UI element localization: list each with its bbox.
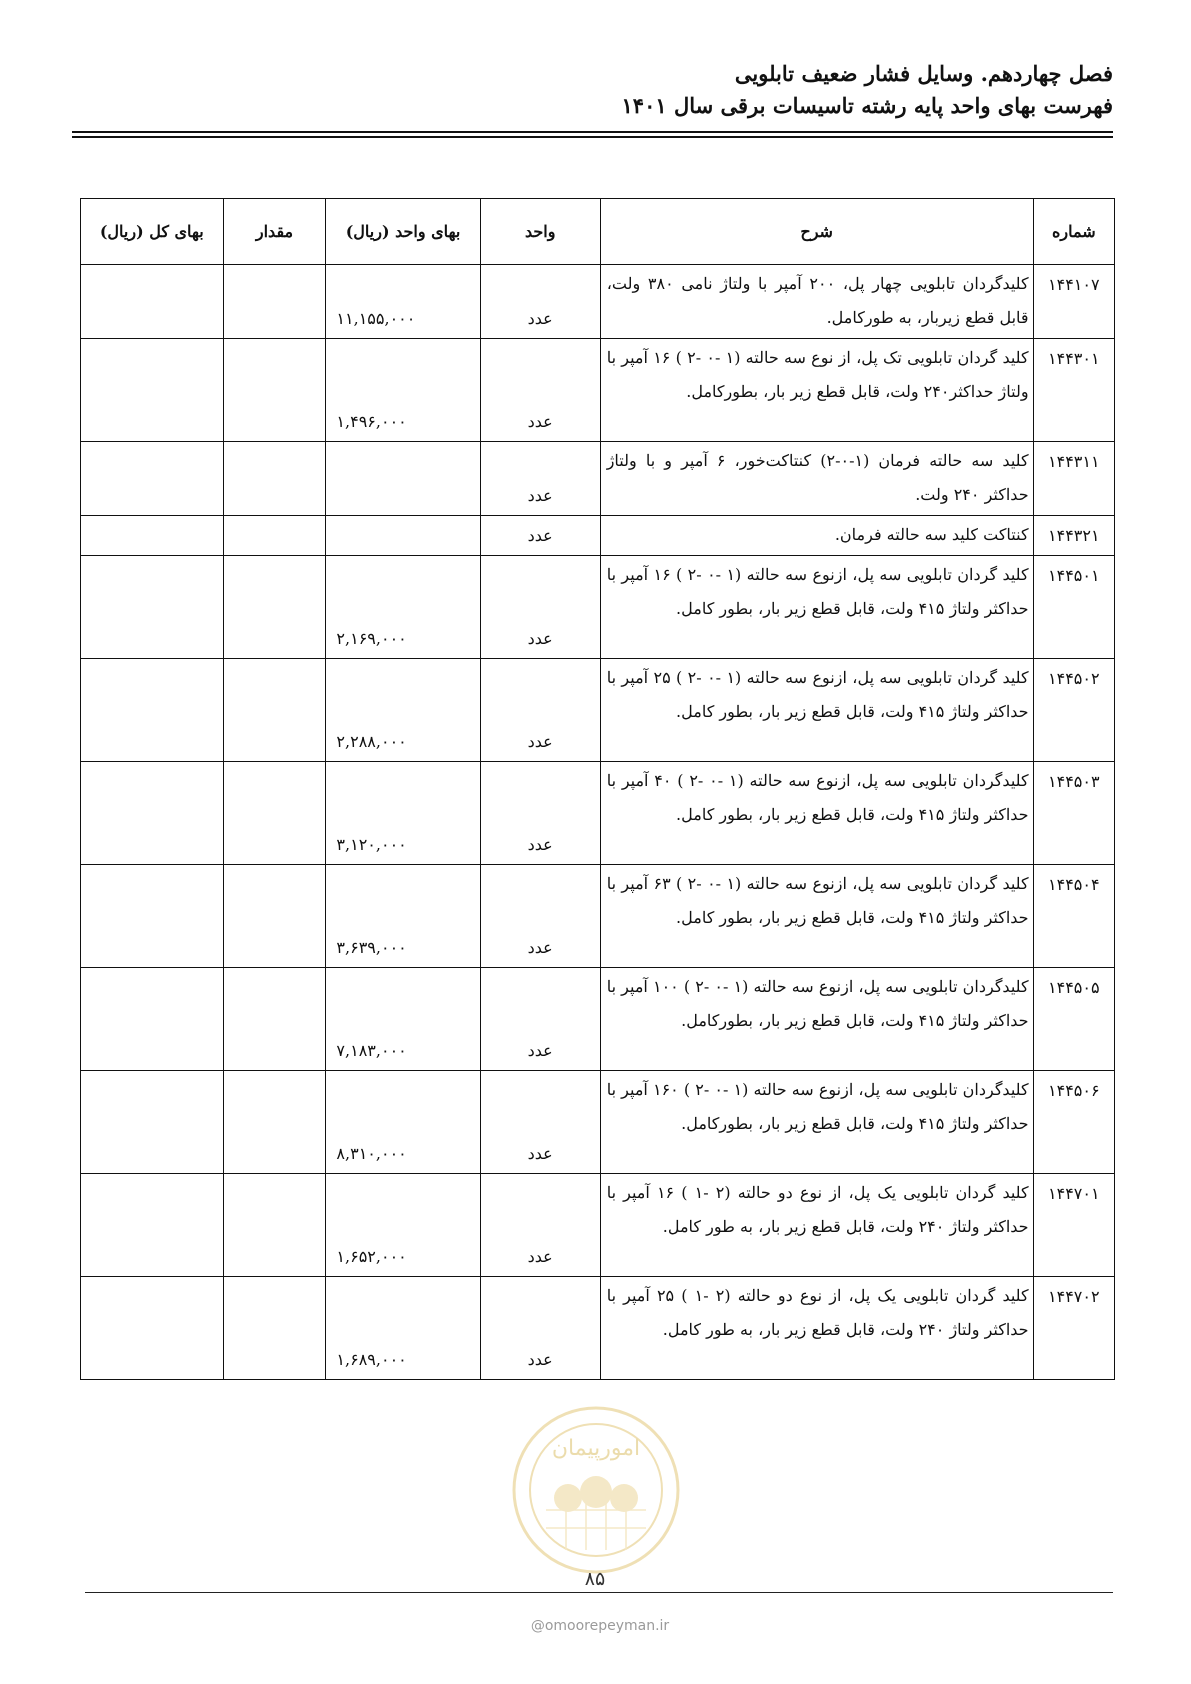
table-row bbox=[81, 265, 1115, 339]
row-unit-price bbox=[326, 516, 480, 556]
row-unit: عدد bbox=[480, 1174, 600, 1277]
row-total-price bbox=[81, 1277, 224, 1380]
row-quantity bbox=[223, 865, 326, 968]
header-rule-thick bbox=[72, 131, 1113, 133]
page-header bbox=[63, 58, 1113, 122]
row-description: کلیدگردان تابلویی سه پل، ازنوع سه حالته (۱ -۰ -۲ ) ۴۰ آمپر با حداکثر ولتاژ ۴۱۵ ولت، قابل قطع زیر بار، بطور کامل. bbox=[600, 762, 1033, 865]
row-unit: عدد bbox=[480, 762, 600, 865]
row-description: کنتاکت کلید سه حالته فرمان. bbox=[600, 516, 1033, 556]
row-quantity bbox=[223, 1174, 326, 1277]
row-description: کلید گردان تابلویی یک پل، از نوع دو حالته (۲ -۱ ) ۱۶ آمپر با حداکثر ولتاژ ۲۴۰ ولت، قابل قطع زیر بار، به طور کامل. bbox=[600, 1174, 1033, 1277]
table-body bbox=[81, 265, 1115, 1380]
row-code: ۱۴۴۵۰۲ bbox=[1033, 659, 1114, 762]
col-header-unit: واحد bbox=[480, 199, 600, 265]
table-row bbox=[81, 762, 1115, 865]
row-quantity bbox=[223, 762, 326, 865]
row-total-price bbox=[81, 1174, 224, 1277]
col-header-total-price: بهای کل (ریال) bbox=[81, 199, 224, 265]
row-description: کلید گردان تابلویی سه پل، ازنوع سه حالته (۱ -۰ -۲ ) ۲۵ آمپر با حداکثر ولتاژ ۴۱۵ ولت، قابل قطع زیر بار، بطور کامل. bbox=[600, 659, 1033, 762]
row-description: کلید گردان تابلویی یک پل، از نوع دو حالته (۲ -۱ ) ۲۵ آمپر با حداکثر ولتاژ ۲۴۰ ولت، قابل قطع زیر بار، به طور کامل. bbox=[600, 1277, 1033, 1380]
row-quantity bbox=[223, 339, 326, 442]
watermark-seal bbox=[506, 1400, 686, 1580]
row-description: کلید سه حالته فرمان (۱-۰-۲) کنتاکت‌خور، ۶ آمپر و با ولتاژ حداکثر ۲۴۰ ولت. bbox=[600, 442, 1033, 516]
col-header-code: شماره bbox=[1033, 199, 1114, 265]
row-unit: عدد bbox=[480, 265, 600, 339]
row-quantity bbox=[223, 442, 326, 516]
row-quantity bbox=[223, 659, 326, 762]
row-quantity bbox=[223, 1071, 326, 1174]
row-code: ۱۴۴۳۰۱ bbox=[1033, 339, 1114, 442]
row-code: ۱۴۴۳۲۱ bbox=[1033, 516, 1114, 556]
footer-rule bbox=[85, 1592, 1113, 1593]
row-unit-price: ۳,۶۳۹,۰۰۰ bbox=[326, 865, 480, 968]
table-header-row bbox=[81, 199, 1115, 265]
row-total-price bbox=[81, 762, 224, 865]
row-total-price bbox=[81, 516, 224, 556]
row-unit-price: ۲,۲۸۸,۰۰۰ bbox=[326, 659, 480, 762]
row-unit: عدد bbox=[480, 556, 600, 659]
row-unit-price: ۷,۱۸۳,۰۰۰ bbox=[326, 968, 480, 1071]
row-quantity bbox=[223, 556, 326, 659]
table-row bbox=[81, 516, 1115, 556]
row-description: کلیدگردان تابلویی سه پل، ازنوع سه حالته (۱ -۰ -۲ ) ۱۰۰ آمپر با حداکثر ولتاژ ۴۱۵ ولت، قابل قطع زیر بار، بطورکامل. bbox=[600, 968, 1033, 1071]
seal-text: امورپیمان bbox=[551, 1436, 641, 1461]
table-row bbox=[81, 1174, 1115, 1277]
row-code: ۱۴۴۵۰۴ bbox=[1033, 865, 1114, 968]
row-code: ۱۴۴۳۱۱ bbox=[1033, 442, 1114, 516]
row-unit: عدد bbox=[480, 659, 600, 762]
table-row bbox=[81, 1277, 1115, 1380]
row-quantity bbox=[223, 1277, 326, 1380]
row-unit: عدد bbox=[480, 968, 600, 1071]
table-row bbox=[81, 442, 1115, 516]
row-code: ۱۴۴۵۰۱ bbox=[1033, 556, 1114, 659]
row-unit: عدد bbox=[480, 339, 600, 442]
row-total-price bbox=[81, 556, 224, 659]
row-description: کلید گردان تابلویی سه پل، ازنوع سه حالته (۱ -۰ -۲ ) ۶۳ آمپر با حداکثر ولتاژ ۴۱۵ ولت، قابل قطع زیر بار، بطور کامل. bbox=[600, 865, 1033, 968]
row-description: کلیدگردان تابلویی سه پل، ازنوع سه حالته (۱ -۰ -۲ ) ۱۶۰ آمپر با حداکثر ولتاژ ۴۱۵ ولت، قابل قطع زیر بار، بطورکامل. bbox=[600, 1071, 1033, 1174]
row-unit-price: ۱,۴۹۶,۰۰۰ bbox=[326, 339, 480, 442]
row-unit-price: ۸,۳۱۰,۰۰۰ bbox=[326, 1071, 480, 1174]
price-table bbox=[80, 198, 1115, 1380]
row-unit: عدد bbox=[480, 865, 600, 968]
row-total-price bbox=[81, 442, 224, 516]
row-unit-price bbox=[326, 442, 480, 516]
table-row bbox=[81, 968, 1115, 1071]
row-unit-price: ۳,۱۲۰,۰۰۰ bbox=[326, 762, 480, 865]
chapter-title: فصل چهاردهم. وسایل فشار ضعیف تابلویی bbox=[734, 61, 1113, 86]
col-header-quantity: مقدار bbox=[223, 199, 326, 265]
table-row bbox=[81, 1071, 1115, 1174]
row-quantity bbox=[223, 968, 326, 1071]
page-number: ۸۵ bbox=[584, 1568, 606, 1590]
watermark-site: @omoorepeyman.ir bbox=[530, 1618, 670, 1634]
row-quantity bbox=[223, 265, 326, 339]
row-code: ۱۴۴۷۰۲ bbox=[1033, 1277, 1114, 1380]
row-code: ۱۴۴۵۰۶ bbox=[1033, 1071, 1114, 1174]
row-unit: عدد bbox=[480, 516, 600, 556]
table-row bbox=[81, 339, 1115, 442]
row-total-price bbox=[81, 1071, 224, 1174]
row-unit-price: ۱۱,۱۵۵,۰۰۰ bbox=[326, 265, 480, 339]
row-unit-price: ۱,۶۵۲,۰۰۰ bbox=[326, 1174, 480, 1277]
row-description: کلیدگردان تابلویی چهار پل، ۲۰۰ آمپر با ولتاژ نامی ۳۸۰ ولت، قابل قطع زیربار، به طورکامل. bbox=[600, 265, 1033, 339]
row-unit-price: ۲,۱۶۹,۰۰۰ bbox=[326, 556, 480, 659]
row-code: ۱۴۴۵۰۵ bbox=[1033, 968, 1114, 1071]
table-row bbox=[81, 659, 1115, 762]
col-header-unit-price: بهای واحد (ریال) bbox=[326, 199, 480, 265]
row-code: ۱۴۴۱۰۷ bbox=[1033, 265, 1114, 339]
list-title: فهرست بهای واحد پایه رشته تاسیسات برقی سال ۱۴۰۱ bbox=[621, 93, 1113, 118]
row-total-price bbox=[81, 659, 224, 762]
row-quantity bbox=[223, 516, 326, 556]
row-total-price bbox=[81, 865, 224, 968]
col-header-description: شرح bbox=[600, 199, 1033, 265]
row-description: کلید گردان تابلویی سه پل، ازنوع سه حالته (۱ -۰ -۲ ) ۱۶ آمپر با حداکثر ولتاژ ۴۱۵ ولت، قابل قطع زیر بار، بطور کامل. bbox=[600, 556, 1033, 659]
row-total-price bbox=[81, 265, 224, 339]
row-unit-price: ۱,۶۸۹,۰۰۰ bbox=[326, 1277, 480, 1380]
row-unit: عدد bbox=[480, 442, 600, 516]
row-unit: عدد bbox=[480, 1071, 600, 1174]
row-code: ۱۴۴۵۰۳ bbox=[1033, 762, 1114, 865]
row-total-price bbox=[81, 968, 224, 1071]
table-row bbox=[81, 865, 1115, 968]
table-row bbox=[81, 556, 1115, 659]
row-code: ۱۴۴۷۰۱ bbox=[1033, 1174, 1114, 1277]
row-unit: عدد bbox=[480, 1277, 600, 1380]
row-description: کلید گردان تابلویی تک پل، از نوع سه حالته (۱ -۰ -۲ ) ۱۶ آمپر با ولتاژ حداکثر۲۴۰ ولت، قابل قطع زیر بار، بطورکامل. bbox=[600, 339, 1033, 442]
row-total-price bbox=[81, 339, 224, 442]
header-rule-thin bbox=[72, 136, 1113, 138]
